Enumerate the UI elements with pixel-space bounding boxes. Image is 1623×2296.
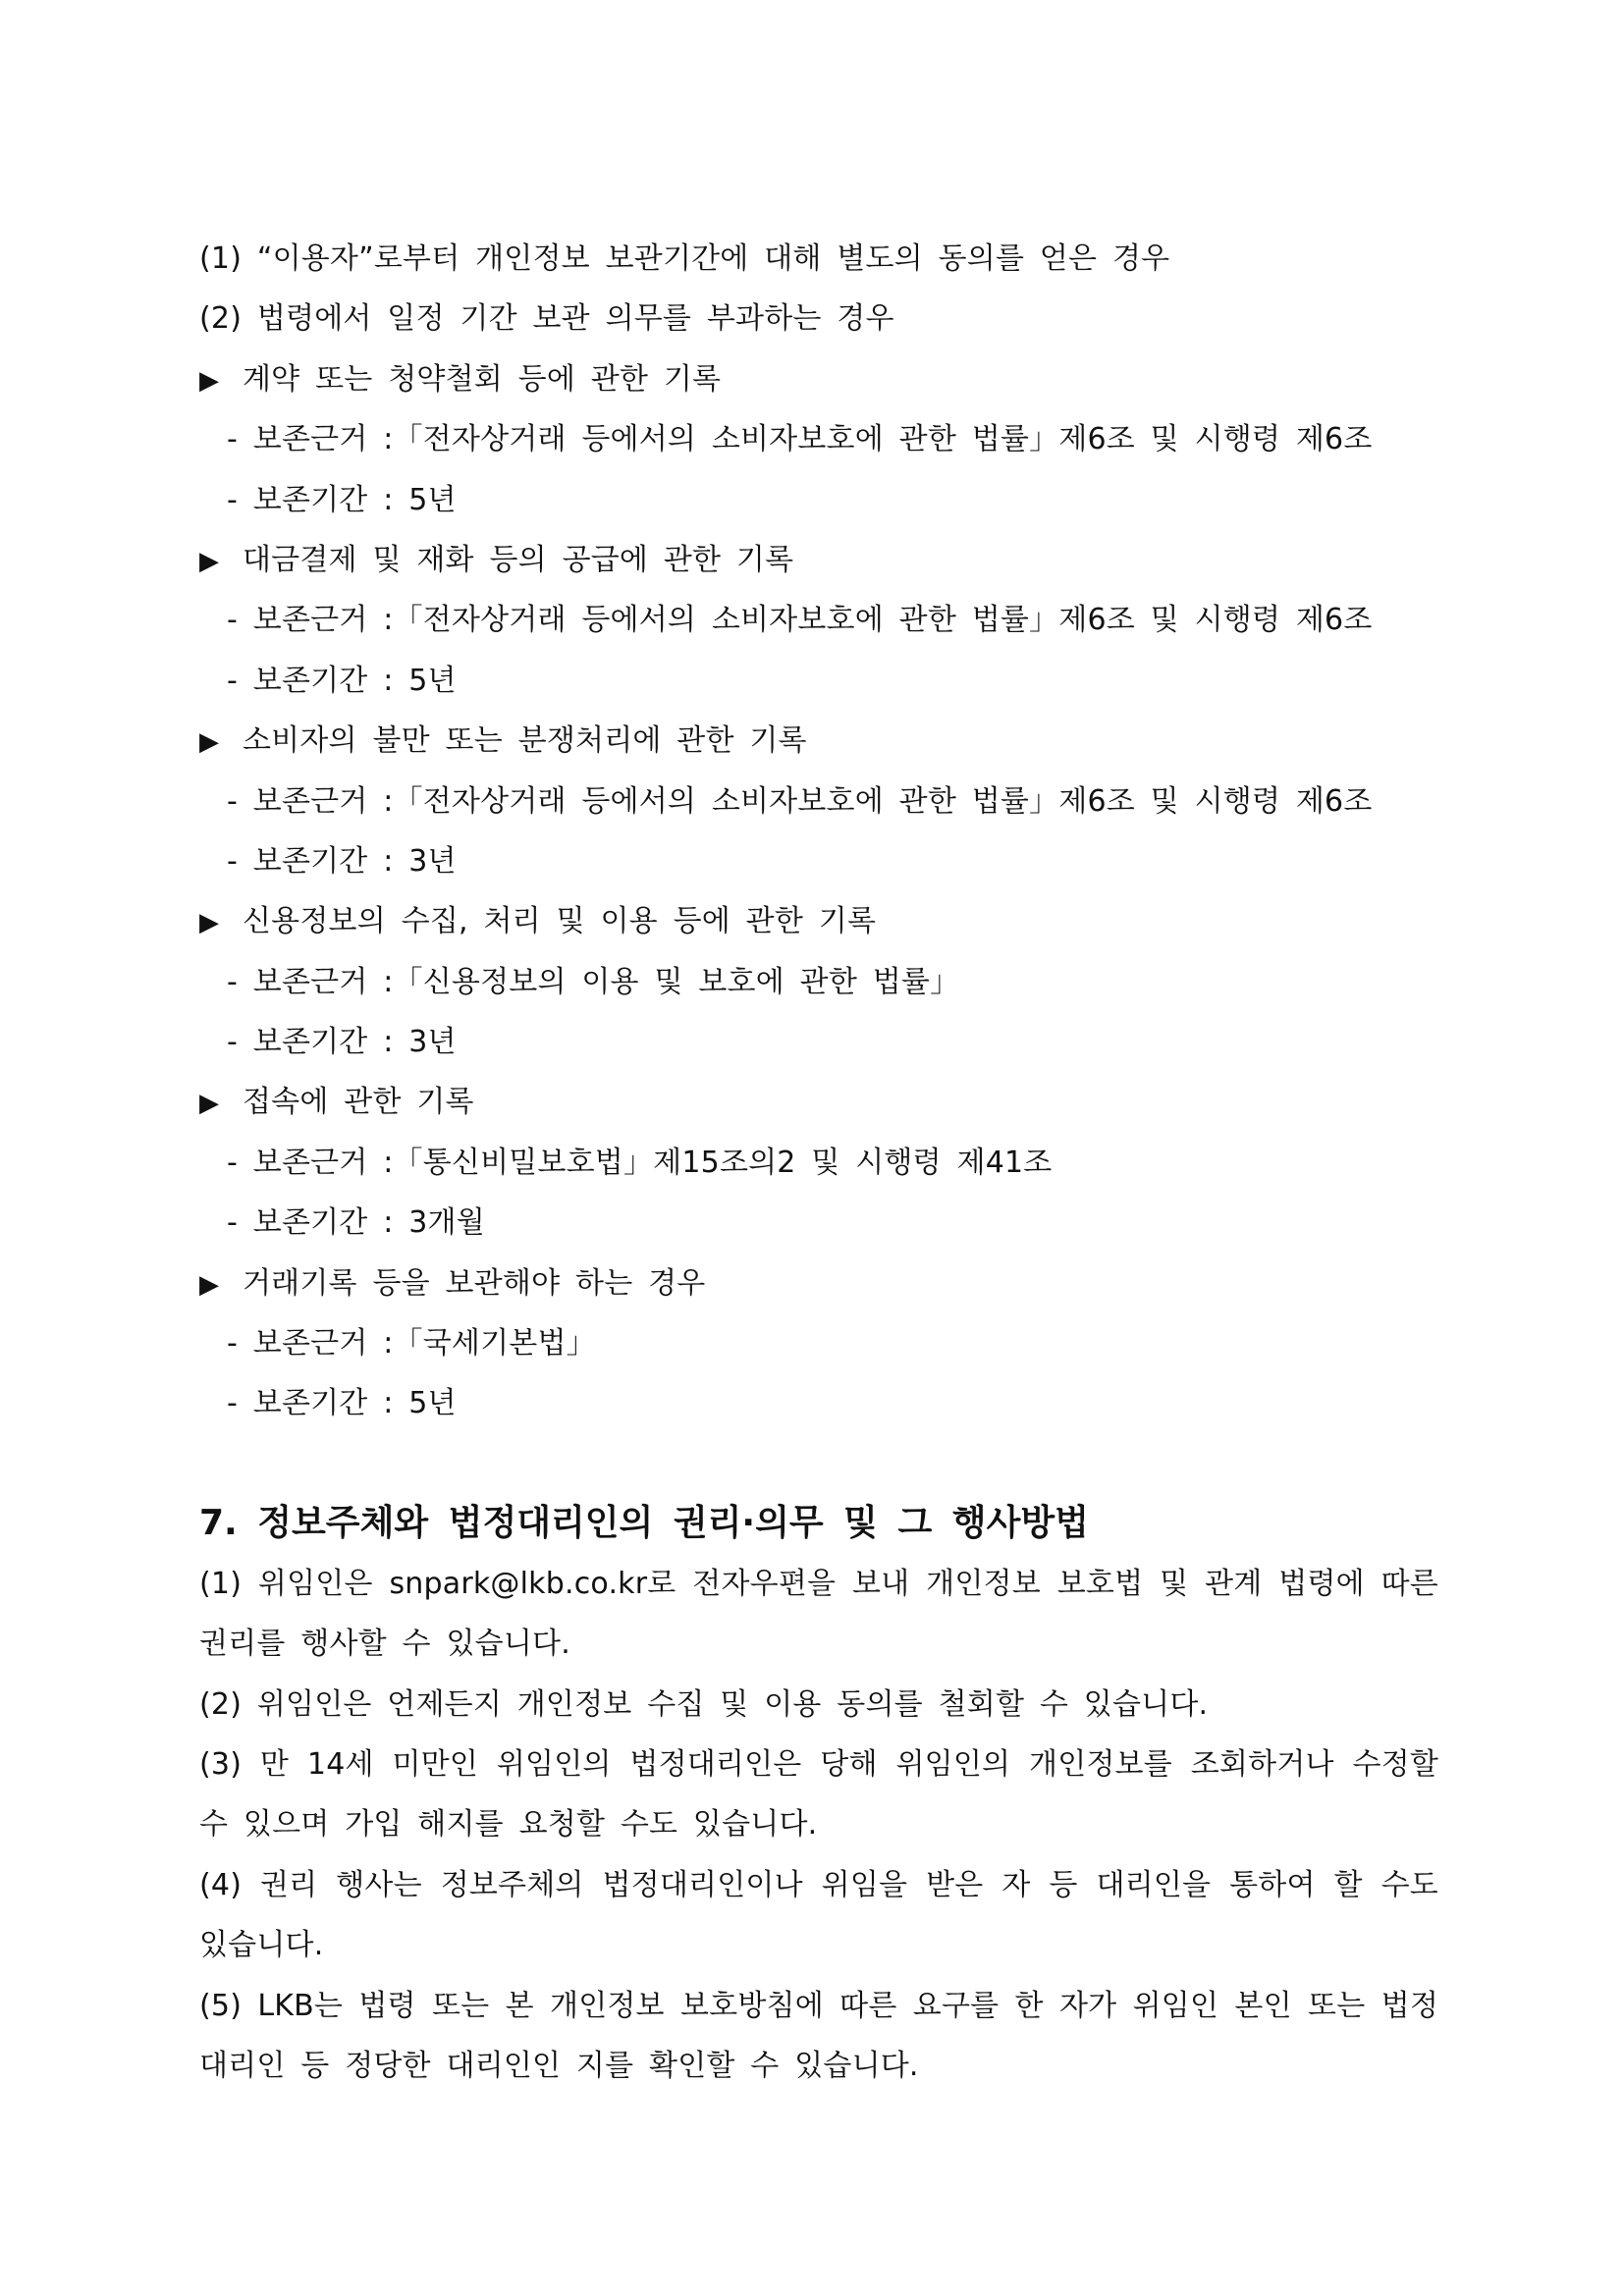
section-7-heading: 7. 정보주체와 법정대리인의 권리·의무 및 그 행사방법 — [199, 1502, 1089, 1543]
retention-period: - 보존기간 : 5년 — [227, 482, 457, 517]
retention-period: - 보존기간 : 3년 — [227, 843, 457, 879]
retention-period: - 보존기간 : 3개월 — [227, 1205, 485, 1241]
section-7-paragraph: (3) 만 14세 미만인 위임인의 법정대리인은 당해 위임인의 개인정보를 조회하거나 수정할 수 있으며 가입 해지를 요청할 수도 있습니다. — [199, 1747, 1438, 1842]
triangle-bullet-icon: ▶ — [199, 1269, 220, 1300]
retention-basis: - 보존근거 :「전자상거래 등에서의 소비자보호에 관한 법률」제6조 및 시행령 제6조 — [227, 603, 1373, 638]
section-7-paragraph: (2) 위임인은 언제든지 개인정보 수집 및 이용 동의를 철회할 수 있습니다. — [199, 1686, 1209, 1722]
retention-basis: - 보존근거 :「신용정보의 이용 및 보호에 관한 법률」 — [227, 964, 960, 999]
retention-period: - 보존기간 : 5년 — [227, 663, 457, 698]
retention-period: - 보존기간 : 3년 — [227, 1025, 457, 1060]
section-7-paragraph: (5) LKB는 법령 또는 본 개인정보 보호방침에 따른 요구를 한 자가 위임인 본인 또는 법정대리인 등 정당한 대리인인 지를 확인할 수 있습니다. — [199, 1988, 1438, 2084]
triangle-bullet-icon: ▶ — [199, 1089, 220, 1119]
record-type-bullet: ▶ 거래기록 등을 보관해야 하는 경우 — [199, 1254, 1438, 1313]
retention-line: (1) “이용자”로부터 개인정보 보관기간에 대해 별도의 동의를 얻은 경우 — [199, 241, 1170, 276]
retention-line: (2) 법령에서 일정 기간 보관 의무를 부과하는 경우 — [199, 301, 894, 337]
retention-basis: - 보존근거 :「전자상거래 등에서의 소비자보호에 관한 법률」제6조 및 시행령 제6조 — [227, 783, 1373, 819]
triangle-bullet-icon: ▶ — [199, 546, 220, 576]
record-type-bullet: ▶ 접속에 관한 기록 — [199, 1072, 1438, 1132]
section-7-paragraph: (4) 권리 행사는 정보주체의 법정대리인이나 위임을 받은 자 등 대리인을 통하여 할 수도 있습니다. — [199, 1867, 1438, 1963]
record-type-bullet: ▶ 소비자의 불만 또는 분쟁처리에 관한 기록 — [199, 711, 1438, 771]
retention-list — [199, 229, 1438, 1434]
record-type-bullet: ▶ 계약 또는 청약철회 등에 관한 기록 — [199, 349, 1438, 409]
triangle-bullet-icon: ▶ — [199, 365, 220, 396]
retention-basis: - 보존근거 :「국세기본법」 — [227, 1326, 596, 1362]
retention-period: - 보존기간 : 5년 — [227, 1386, 457, 1421]
retention-basis: - 보존근거 :「통신비밀보호법」제15조의2 및 시행령 제41조 — [227, 1145, 1053, 1180]
section-7-paragraph: (1) 위임인은 snpark@lkb.co.kr로 전자우편을 보내 개인정보 보호법 및 관계 법령에 따른 권리를 행사할 수 있습니다. — [199, 1566, 1438, 1662]
record-type-bullet: ▶ 대금결제 및 재화 등의 공급에 관한 기록 — [199, 530, 1438, 590]
retention-basis: - 보존근거 :「전자상거래 등에서의 소비자보호에 관한 법률」제6조 및 시행령 제6조 — [227, 422, 1373, 457]
document-content — [199, 229, 1438, 2096]
triangle-bullet-icon: ▶ — [199, 908, 220, 938]
record-type-bullet: ▶ 신용정보의 수집, 처리 및 이용 등에 관한 기록 — [199, 891, 1438, 951]
section-7-body — [199, 1554, 1438, 2097]
triangle-bullet-icon: ▶ — [199, 727, 220, 758]
